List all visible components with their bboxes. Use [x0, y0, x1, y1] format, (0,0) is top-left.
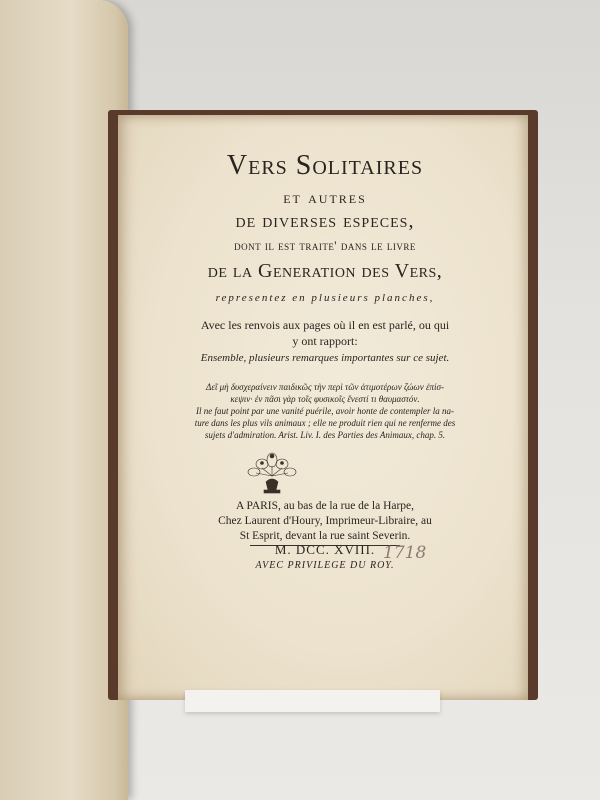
publication-date: M. DCC. XVIII. [274, 542, 376, 557]
quote-line-1: Il ne faut point par une vanité puérile, avoir honte de contempler la na- [196, 406, 454, 416]
title-line-2: et autres [283, 188, 367, 207]
title-line-6: representez en plusieurs planches, [215, 292, 435, 304]
title-line-5: de la Generation des Vers, [207, 260, 443, 282]
title-line-3: de diverses especes, [235, 210, 415, 232]
imprint-line-1: A PARIS, au bas de la rue de la Harpe, [235, 500, 415, 512]
privilege-line: AVEC PRIVILEGE DU ROY. [255, 560, 395, 571]
title-line-7: Avec les renvois aux pages où il en est parlé, ou qui [200, 318, 450, 332]
floral-vase-ornament-icon [240, 446, 304, 494]
quote-line-3: sujets d'admiration. Arist. Liv. I. des Parties des Animaux, chap. 5. [204, 430, 446, 440]
title-line-9: Ensemble, plusieurs remarques importantes sur ce sujet. [200, 352, 450, 364]
quote-line-2: ture dans les plus vils animaux ; elle ne produit rien qui ne renferme des [194, 418, 456, 428]
imprint-line-2: Chez Laurent d'Houry, Imprimeur-Libraire, au [218, 515, 432, 527]
title-line-4: dont il est traite' dans le livre [234, 238, 416, 253]
greek-line-2: κεψιν· ἐν πᾶσι γὰρ τοῖς φυσικοῖς ἔνεστί τι θαυμαστόν. [230, 394, 420, 404]
imprint-line-3: St Esprit, devant la rue saint Severin. [239, 530, 411, 542]
paper-slip [185, 690, 440, 712]
title-line-1: Vers Solitaires [226, 150, 424, 181]
greek-line-1: Δεῖ μὴ δυσχεραίνειν παιδικῶς τὴν περὶ τῶν ἀτιμοτέρων ζώων ἐπίσ- [206, 382, 444, 392]
handwritten-year: 1718 [383, 543, 427, 563]
title-line-8: y ont rapport: [292, 334, 358, 348]
